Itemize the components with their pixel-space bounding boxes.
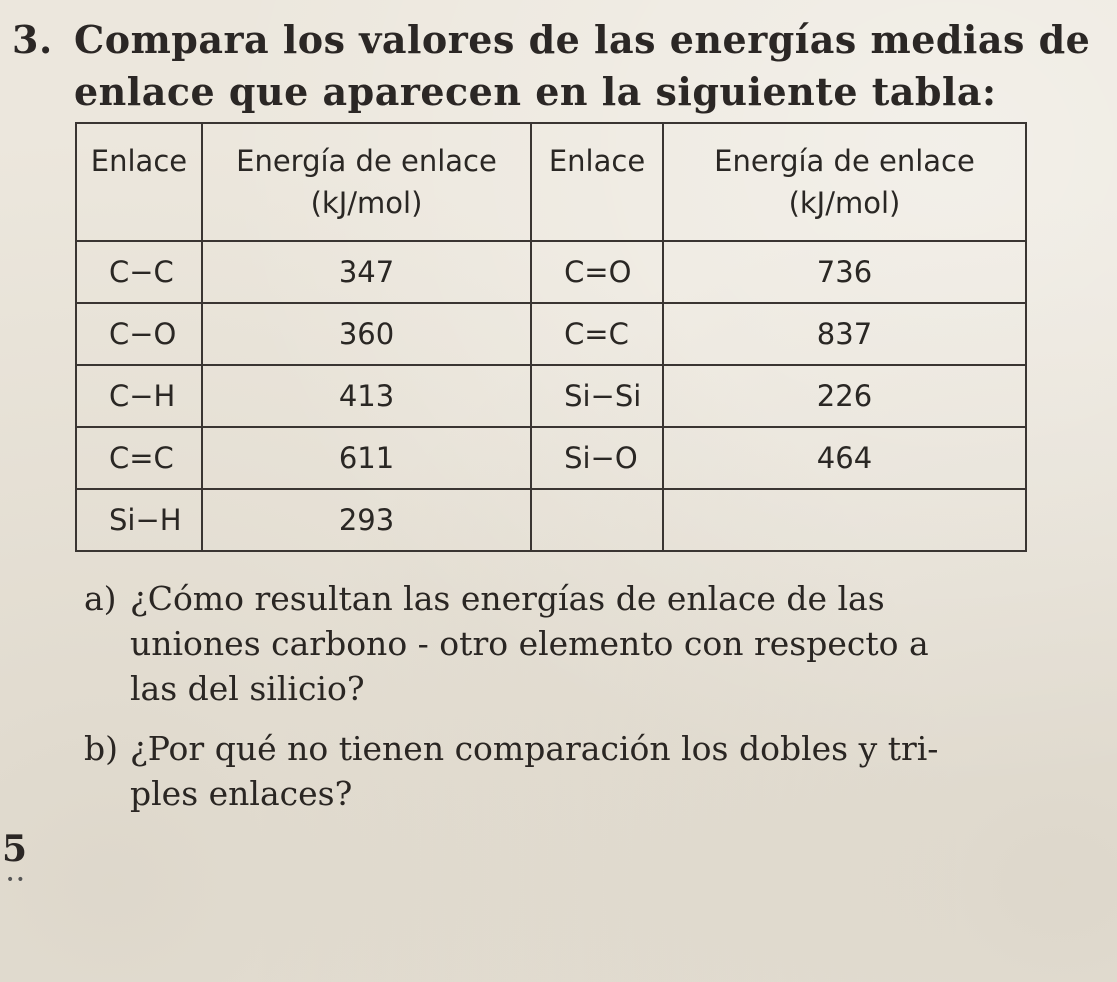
header-bond-2: Enlace: [531, 123, 663, 241]
question-number: 3.: [12, 17, 53, 62]
sub-question-a-line1: [84, 576, 1034, 621]
table-row: [76, 241, 1026, 303]
table-row: [76, 427, 1026, 489]
energy-cell: 736: [663, 241, 1026, 303]
table-header-row: [76, 123, 1026, 241]
bond-cell: C=O: [531, 241, 663, 303]
sub-question-a-text1: ¿Cómo resultan las energías de enlace de las: [130, 579, 885, 618]
bond-cell: Si−O: [531, 427, 663, 489]
energy-cell: 464: [663, 427, 1026, 489]
bond-cell: C=C: [76, 427, 202, 489]
sub-question-a-label: a): [84, 579, 117, 618]
table-row: [76, 489, 1026, 551]
title-text-1: Compara los valores de las energías medias de: [74, 17, 1091, 62]
energy-cell: 413: [202, 365, 531, 427]
sub-question-b-text1: ¿Por qué no tienen comparación los dobles y tri-: [130, 729, 939, 768]
bond-cell: Si−Si: [531, 365, 663, 427]
header-energy-1: Energía de enlace (kJ/mol): [202, 123, 531, 241]
energy-cell: [663, 489, 1026, 551]
title-line-1: [12, 14, 1102, 66]
energy-cell: 347: [202, 241, 531, 303]
energy-cell: 611: [202, 427, 531, 489]
sub-question-a: [84, 576, 1034, 711]
header-energy-2: Energía de enlace (kJ/mol): [663, 123, 1026, 241]
energy-cell: 360: [202, 303, 531, 365]
header-bond-1: Enlace: [76, 123, 202, 241]
page-number: 5: [2, 828, 28, 870]
title-text-2: enlace que aparecen en la siguiente tabla:: [74, 69, 997, 114]
energy-cell: 293: [202, 489, 531, 551]
bond-cell: C−C: [76, 241, 202, 303]
energy-cell: 837: [663, 303, 1026, 365]
sub-question-a-text3: las del silicio?: [130, 669, 365, 708]
sub-question-a-text2: uniones carbono - otro elemento con respecto a: [130, 624, 929, 663]
question-title: [12, 14, 1102, 118]
bond-cell: C−O: [76, 303, 202, 365]
bond-cell: Si−H: [76, 489, 202, 551]
sub-question-b: [84, 726, 1034, 816]
sub-question-b-label: b): [84, 729, 118, 768]
bond-cell: C=C: [531, 303, 663, 365]
bond-cell: [531, 489, 663, 551]
table-row: [76, 303, 1026, 365]
sub-question-b-line1: [84, 726, 1034, 771]
sub-question-b-text2: ples enlaces?: [130, 774, 353, 813]
bond-cell: C−H: [76, 365, 202, 427]
table-row: [76, 365, 1026, 427]
energy-cell: 226: [663, 365, 1026, 427]
bond-energy-table: [75, 122, 1027, 552]
page-dots: ••: [6, 872, 27, 888]
